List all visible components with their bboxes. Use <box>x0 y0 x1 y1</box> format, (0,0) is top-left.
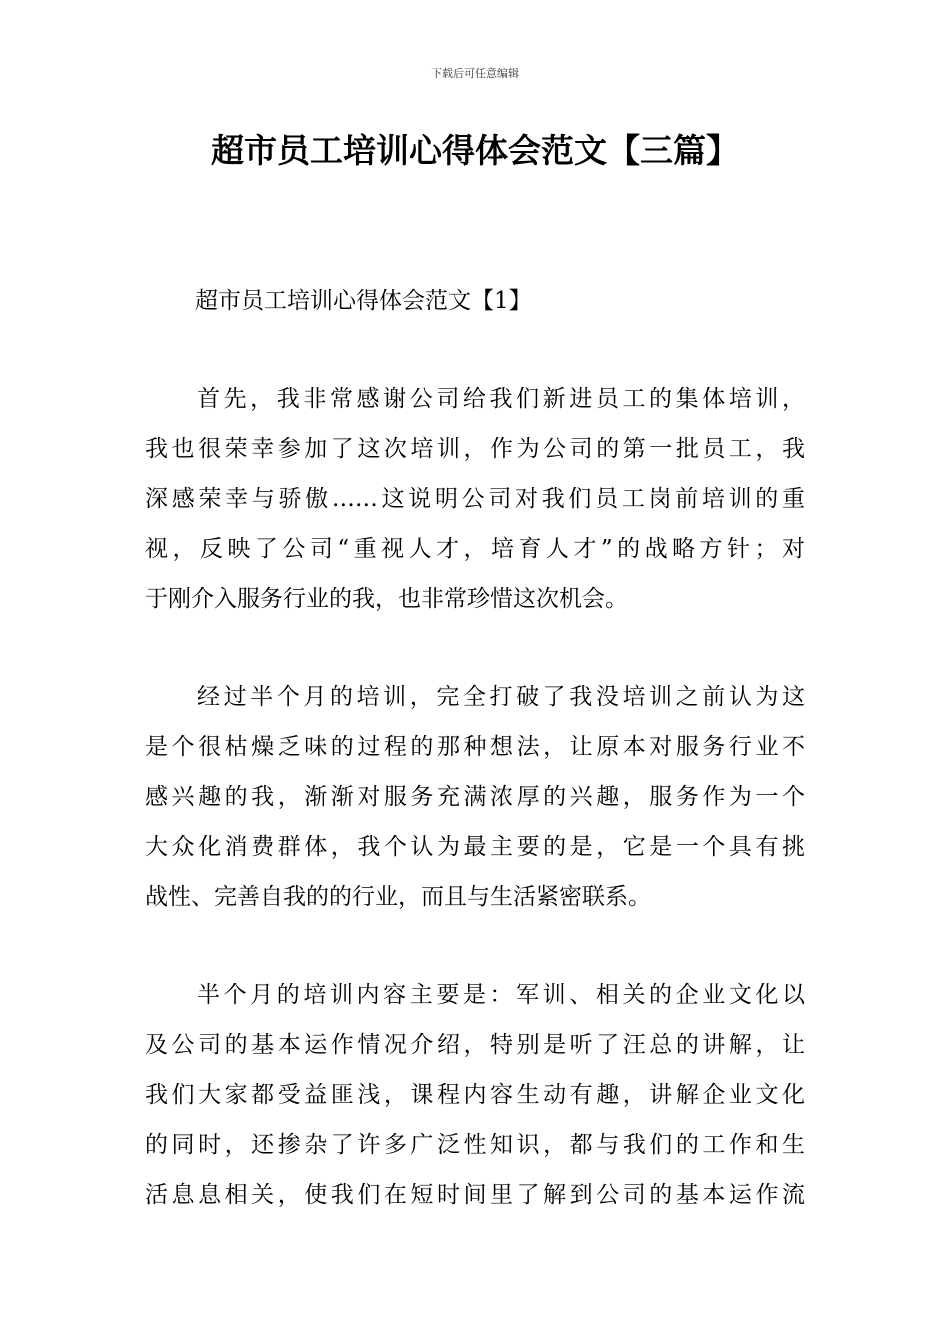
document-title: 超市员工培训心得体会范文【三篇】 <box>211 131 739 170</box>
header-note: 下载后可任意编辑 <box>431 67 519 80</box>
paragraph-2 <box>145 672 805 922</box>
paragraph-line: 视，反映了公司“重视人才，培育人才”的战略方针；对 <box>145 536 805 562</box>
paragraph-line: 是个很枯燥乏味的过程的那种想法，让原本对服务行业不 <box>145 734 805 760</box>
paragraph-3 <box>145 970 805 1220</box>
paragraph-line: 大众化消费群体，我个认为最主要的是，它是一个具有挑 <box>145 834 805 860</box>
paragraph-line: 半个月的培训内容主要是：军训、相关的企业文化以 <box>197 982 805 1008</box>
paragraph-line: 首先，我非常感谢公司给我们新进员工的集体培训， <box>197 386 805 412</box>
section-heading: 超市员工培训心得体会范文【1】 <box>195 288 532 314</box>
paragraph-line: 活息息相关，使我们在短时间里了解到公司的基本运作流 <box>145 1182 805 1208</box>
paragraph-line: 我们大家都受益匪浅，课程内容生动有趣，讲解企业文化 <box>145 1082 805 1108</box>
paragraph-line: 我也很荣幸参加了这次培训，作为公司的第一批员工，我 <box>145 436 805 462</box>
paragraph-line: 经过半个月的培训，完全打破了我没培训之前认为这 <box>197 684 805 710</box>
paragraph-line: 深感荣幸与骄傲……这说明公司对我们员工岗前培训的重 <box>145 486 805 512</box>
paragraph-line: 于刚介入服务行业的我，也非常珍惜这次机会。 <box>145 586 628 612</box>
paragraph-line: 感兴趣的我，渐渐对服务充满浓厚的兴趣，服务作为一个 <box>145 784 805 810</box>
paragraph-line: 战性、完善自我的的行业，而且与生活紧密联系。 <box>145 884 651 910</box>
paragraph-1 <box>145 374 805 624</box>
paragraph-line: 的同时，还掺杂了许多广泛性知识，都与我们的工作和生 <box>145 1132 805 1158</box>
paragraph-line: 及公司的基本运作情况介绍，特别是听了汪总的讲解，让 <box>145 1032 805 1058</box>
